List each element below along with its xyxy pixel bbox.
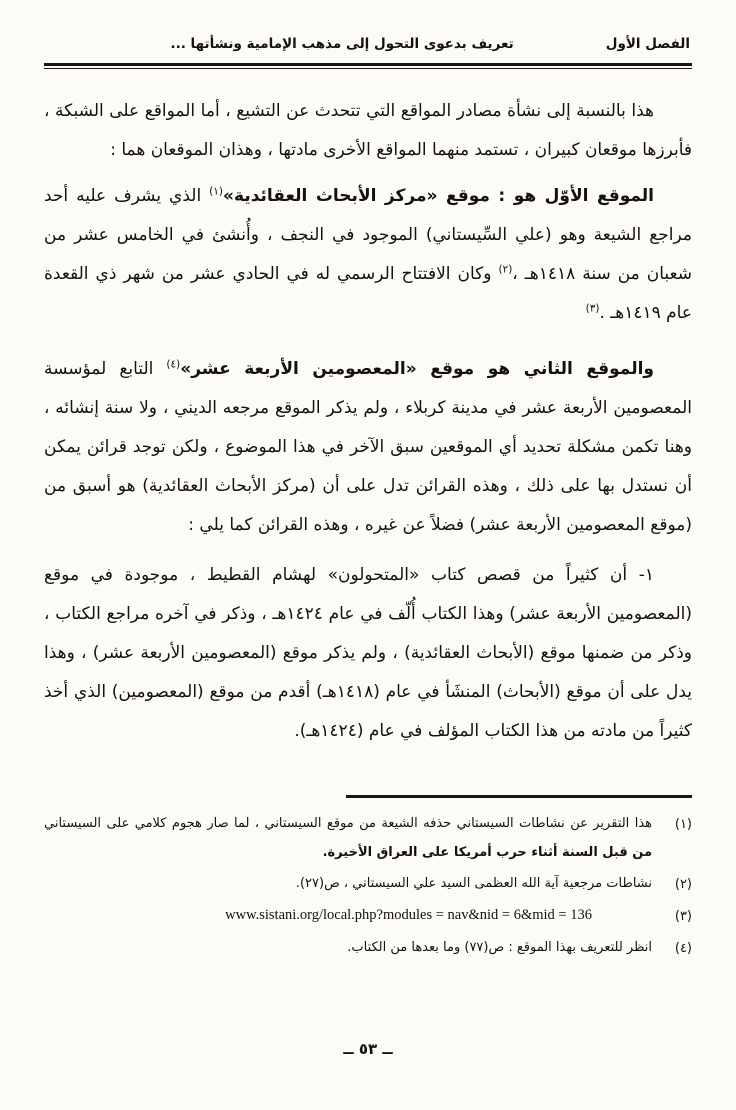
footnote-3 [44, 901, 692, 931]
paragraph-second-site [44, 350, 692, 545]
first-site-text-b: وكان الافتتاح الرسمي له في الحادي عشر من شهر ذي القعدة عام ١٤١٩هـ . [44, 264, 692, 323]
header-divider-thick-line [44, 63, 692, 66]
footnote-marker-3: (٣) [585, 302, 600, 315]
second-site-lead: والموقع الثاني هو موقع «المعصومين الأربعة عشر» [180, 359, 654, 379]
paragraph-intro [44, 92, 692, 170]
footnote-url: www.sistani.org/local.php?modules = nav&nid = 6&mid = 136 [225, 907, 592, 923]
footnotes-section [44, 809, 692, 963]
paragraph-evidence-1-text: ١- أن كثيراً من قصص كتاب «المتحولون» لهشام القطيط ، موجودة في موقع (المعصومين الأربعة عشر) وهذا الكتاب أُلّف في عام ١٤٢٤هـ ، وذكر في آخره مراجع الكتاب ، وذكر من ضمنها موقع (الأبحاث العقائدية) ، ولم يذكر موقع (المعصومين الأربعة عشر) ، وهذا يدل على أن موقع (الأبحاث) المنشَأ في عام (١٤١٨هـ) أقدم من موقع (المعصومين) الذي أخذ كثيراً من مادته من هذا الكتاب المؤلف في عام (١٤٢٤هـ). [44, 565, 693, 741]
footnote-4-text: انظر للتعريف بهذا الموقع : ص(٧٧) وما بعدها من الكتاب. [347, 940, 652, 955]
first-site-text-a: الذي يشرف عليه أحد مراجع الشيعة وهو (علي السِّيستاني) الموجود في النجف ، وأُنشئ في الخامس عشر من شعبان من سنة ١٤١٨هـ ، [44, 186, 692, 284]
footnote-1-text-bold: من قبل السنة أثناء حرب أمريكا على العراق الأخيرة. [322, 845, 652, 860]
page-number-text: ــ ٥٣ ــ [343, 1040, 393, 1058]
running-title: تعريف بدعوى التحول إلى مذهب الإمامية ونشأتها ... [170, 36, 514, 52]
footnote-3-text [44, 901, 652, 931]
chapter-label: الفصل الأول [605, 36, 690, 52]
paragraph-evidence-1 [44, 556, 692, 751]
footnote-1 [44, 809, 692, 867]
paragraph-first-site [44, 177, 692, 333]
footnote-marker-2: (٢) [498, 263, 513, 276]
second-site-text: التابع لمؤسسة المعصومين الأربعة عشر في مدينة كربلاء ، ولم يذكر الموقع مرجعه الديني ، ولا سنة إنشائه ، وهنا تكمن مشكلة تحديد أي الموقعين سبق الآخر في هذا الموضوع ، ولكن توجد قرائن يمكن أن نستدل بها على ذلك ، وهذه القرائن تدل على أن (مركز الأبحاث العقائدية) هو أسبق من (موقع المعصومين الأربعة عشر) فضلاً عن غيره ، وهذه القرائن كما يلي : [44, 359, 692, 535]
footnote-1-text-regular: هذا التقرير عن نشاطات السيستاني حذفه الشيعة من موقع السيستاني ، لما صار هجوم كلامي على السيستاني [44, 816, 652, 831]
page-header [44, 34, 692, 58]
footnote-2-text: نشاطات مرجعية آية الله العظمى السيد علي السيستاني ، ص(٢٧). [295, 876, 652, 891]
footnote-3-number: (٣) [674, 909, 692, 924]
footnote-2 [44, 869, 692, 899]
page-body [44, 92, 692, 751]
header-divider-thin-line [44, 68, 692, 69]
footnote-1-number: (١) [674, 817, 692, 832]
footnote-separator [346, 795, 692, 798]
paragraph-intro-text: هذا بالنسبة إلى نشأة مصادر المواقع التي تتحدث عن التشيع ، أما المواقع على الشبكة ، فأبرزها موقعان كبيران ، تستمد منهما المواقع الأخرى مادتها ، وهذان الموقعان هما : [44, 101, 692, 160]
header-divider [44, 63, 692, 69]
footnote-marker-4: (٤) [166, 358, 181, 371]
footnote-4 [44, 933, 692, 963]
page-number [0, 1040, 736, 1058]
footnote-4-number: (٤) [674, 941, 692, 956]
first-site-lead: الموقع الأوّل هو : موقع «مركز الأبحاث العقائدية» [223, 186, 654, 206]
footnote-2-number: (٢) [674, 877, 692, 892]
footnote-marker-1: (١) [209, 185, 224, 198]
footnote-1-text [44, 809, 652, 867]
